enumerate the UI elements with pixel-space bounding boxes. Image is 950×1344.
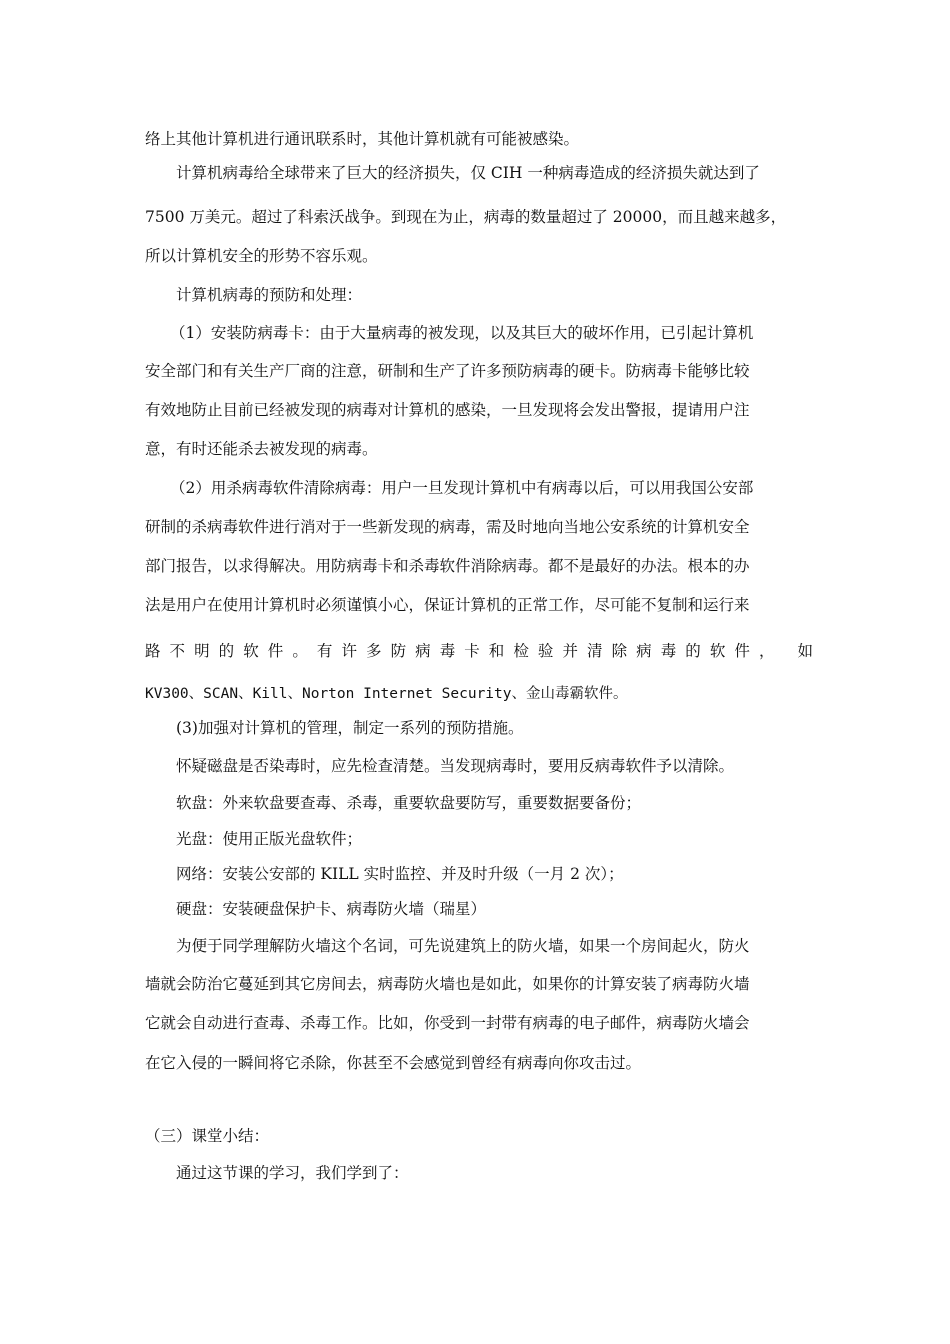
- paragraph-line: （1）安装防病毒卡：由于大量病毒的被发现，以及其巨大的破坏作用，已引起计算机: [170, 324, 754, 342]
- paragraph-line: 网络：安装公安部的 KILL 实时监控、并及时升级（一月 2 次）；: [176, 865, 624, 883]
- paragraph-line: 怀疑磁盘是否染毒时，应先检查清楚。当发现病毒时，要用反病毒软件予以清除。: [176, 757, 735, 775]
- paragraph-line: 研制的杀病毒软件进行消对于一些新发现的病毒，需及时地向当地公安系统的计算机安全: [145, 518, 750, 536]
- paragraph-line: 7500 万美元。超过了科索沃战争。到现在为止，病毒的数量超过了 20000，而且越来越多，: [145, 208, 787, 226]
- paragraph-line: 意，有时还能杀去被发现的病毒。: [145, 440, 378, 458]
- paragraph-line: 部门报告，以求得解决。用防病毒卡和杀毒软件消除病毒。都不是最好的办法。根本的办: [145, 557, 750, 575]
- paragraph-line: 墙就会防治它蔓延到其它房间去，病毒防火墙也是如此，如果你的计算安装了病毒防火墙: [145, 975, 750, 993]
- paragraph-line: 计算机病毒给全球带来了巨大的经济损失，仅 CIH 一种病毒造成的经济损失就达到了: [176, 164, 760, 182]
- paragraph-line: 法是用户在使用计算机时必须谨慎小心，保证计算机的正常工作，尽可能不复制和运行来: [145, 596, 750, 614]
- paragraph-line: 它就会自动进行查毒、杀毒工作。比如，你受到一封带有病毒的电子邮件，病毒防火墙会: [145, 1014, 750, 1032]
- paragraph-line: 在它入侵的一瞬间将它杀除，你甚至不会感觉到曾经有病毒向你攻击过。: [145, 1054, 642, 1072]
- paragraph-line: 安全部门和有关生产厂商的注意，研制和生产了许多预防病毒的硬卡。防病毒卡能够比较: [145, 362, 750, 380]
- paragraph-line: (3)加强对计算机的管理，制定一系列的预防措施。: [176, 719, 524, 737]
- paragraph-line: 硬盘：安装硬盘保护卡、病毒防火墙（瑞星）: [176, 900, 487, 918]
- section-heading: 计算机病毒的预防和处理：: [176, 286, 363, 304]
- paragraph-line: 光盘：使用正版光盘软件；: [176, 830, 363, 848]
- paragraph-line: 路不明的软件。有许多防病毒卡和检验并清除病毒的软件， 如: [145, 642, 813, 660]
- paragraph-line: KV300、SCAN、Kill、Norton Internet Security、金山毒霸软件。: [145, 686, 628, 702]
- paragraph-line: 通过这节课的学习，我们学到了：: [176, 1164, 409, 1182]
- paragraph-line: 络上其他计算机进行通讯联系时，其他计算机就有可能被感染。: [145, 130, 580, 148]
- paragraph-line: 为便于同学理解防火墙这个名词，可先说建筑上的防火墙，如果一个房间起火，防火: [176, 937, 750, 955]
- paragraph-line: （2）用杀病毒软件清除病毒：用户一旦发现计算机中有病毒以后，可以用我国公安部: [170, 479, 754, 497]
- section-heading: （三）课堂小结：: [145, 1127, 270, 1145]
- paragraph-line: 软盘：外来软盘要查毒、杀毒，重要软盘要防写，重要数据要备份；: [176, 794, 642, 812]
- paragraph-line: 有效地防止目前已经被发现的病毒对计算机的感染，一旦发现将会发出警报，提请用户注: [145, 401, 750, 419]
- paragraph-line: 所以计算机安全的形势不容乐观。: [145, 247, 378, 265]
